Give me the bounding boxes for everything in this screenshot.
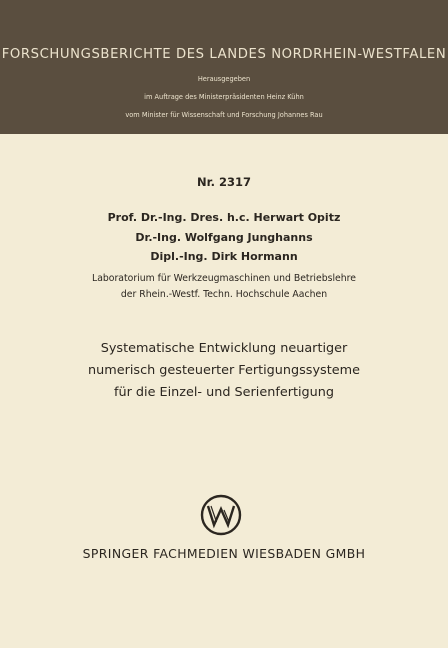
series-title: FORSCHUNGSBERICHTE DES LANDES NORDRHEIN-WESTFALEN — [1, 47, 447, 62]
title-line: für die Einzel- und Serienfertigung — [113, 385, 335, 400]
publisher-logo-icon — [200, 494, 242, 536]
institute-line: der Rhein.-Westf. Techn. Hochschule Aachen — [120, 288, 328, 300]
institute-line: Laboratorium für Werkzeugmaschinen und Betriebslehre — [92, 273, 356, 284]
commissioner-line: im Auftrage des Ministerpräsidenten Heinz Kühn — [144, 93, 304, 101]
author-name: Dr.-Ing. Wolfgang Junghanns — [135, 230, 313, 244]
editor-line: Herausgegeben — [197, 75, 251, 83]
cover-body — [0, 134, 448, 648]
header-band — [0, 0, 448, 134]
publisher-name: SPRINGER FACHMEDIEN WIESBADEN GMBH — [82, 546, 366, 561]
author-list — [0, 208, 448, 267]
book-title — [0, 338, 448, 404]
report-number: Nr. 2317 — [196, 175, 252, 189]
minister-line: vom Minister für Wissenschaft und Forschung Johannes Rau — [125, 111, 323, 119]
author-name: Dipl.-Ing. Dirk Hormann — [150, 250, 298, 263]
author-name: Prof. Dr.-Ing. Dres. h.c. Herwart Opitz — [107, 211, 341, 224]
institute — [0, 271, 448, 302]
title-line: numerisch gesteuerter Fertigungssysteme — [88, 363, 360, 378]
title-line: Systematische Entwicklung neuartiger — [100, 341, 348, 356]
